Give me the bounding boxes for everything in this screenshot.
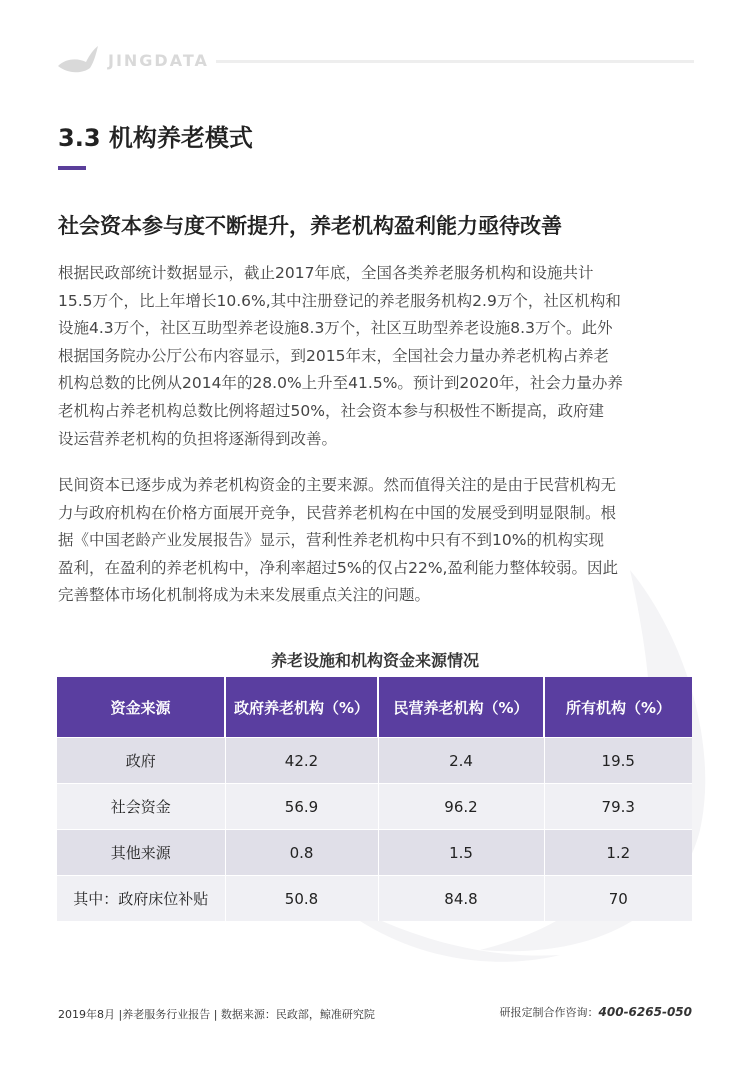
table-row bbox=[57, 738, 692, 784]
table-cell: 其他来源 bbox=[57, 830, 225, 876]
paragraph-line: 盈利，在盈利的养老机构中，净利率超过5%的仅占22%,盈利能力整体较弱。因此 bbox=[58, 558, 618, 577]
section-title: 3.3 机构养老模式 bbox=[58, 124, 253, 152]
table-cell: 70 bbox=[544, 876, 692, 922]
table-title: 养老设施和机构资金来源情况 bbox=[270, 651, 479, 670]
paragraph-line: 15.5万个，比上年增长10.6%,其中注册登记的养老服务机构2.9万个，社区机构和 bbox=[58, 291, 621, 310]
table-cell: 56.9 bbox=[225, 784, 378, 830]
column-header: 政府养老机构（%） bbox=[225, 677, 378, 738]
paragraph-line: 力与政府机构在价格方面展开竞争，民营养老机构在中国的发展受到明显限制。根 bbox=[58, 503, 617, 522]
table-cell: 19.5 bbox=[544, 738, 692, 784]
paragraph-line: 完善整体市场化机制将成为未来发展重点关注的问题。 bbox=[58, 586, 431, 605]
table-cell: 社会资金 bbox=[57, 784, 225, 830]
table-cell: 0.8 bbox=[225, 830, 378, 876]
paragraph-1 bbox=[58, 260, 692, 453]
table-cell: 1.5 bbox=[378, 830, 544, 876]
table-row bbox=[57, 876, 692, 922]
paragraph-line: 民间资本已逐步成为养老机构资金的主要来源。然而值得关注的是由于民营机构无 bbox=[58, 476, 617, 494]
whale-logo-icon bbox=[56, 44, 100, 74]
contact-label: 研报定制合作咨询： bbox=[499, 1006, 599, 1019]
footer-contact bbox=[500, 1004, 692, 1020]
paragraph-line: 据《中国老龄产业发展报告》显示，营利性养老机构中只有不到10%的机构实现 bbox=[58, 531, 604, 550]
table-row bbox=[57, 830, 692, 876]
table-cell: 96.2 bbox=[378, 784, 544, 830]
table-cell: 其中：政府床位补贴 bbox=[57, 876, 225, 922]
table-cell: 79.3 bbox=[544, 784, 692, 830]
paragraph-line: 根据国务院办公厅公布内容显示，到2015年末，全国社会力量办养老机构占养老 bbox=[58, 346, 609, 365]
title-accent-bar bbox=[58, 166, 86, 170]
table-header-row bbox=[57, 677, 692, 738]
paragraph-line: 设施4.3万个，社区互助型养老设施8.3万个，社区互助型养老设施8.3万个。此外 bbox=[58, 319, 613, 338]
column-header: 资金来源 bbox=[57, 677, 225, 738]
table-cell: 42.2 bbox=[225, 738, 378, 784]
table-cell: 2.4 bbox=[378, 738, 544, 784]
table-row bbox=[57, 784, 692, 830]
paragraph-line: 机构总数的比例从2014年的28.0%上升至41.5%。预计到2020年，社会力量办养 bbox=[58, 374, 623, 393]
paragraph-line: 老机构占养老机构总数比例将超过50%，社会资本参与积极性不断提高，政府建 bbox=[58, 401, 604, 420]
brand-name: JINGDATA bbox=[108, 51, 209, 70]
page-header bbox=[56, 44, 696, 78]
paragraph-2 bbox=[58, 472, 692, 610]
paragraph-line: 根据民政部统计数据显示，截止2017年底，全国各类养老服务机构和设施共计 bbox=[58, 264, 594, 282]
funding-source-table bbox=[57, 677, 692, 921]
table-cell: 1.2 bbox=[544, 830, 692, 876]
paragraph-line: 设运营养老机构的负担将逐渐得到改善。 bbox=[58, 429, 338, 448]
contact-phone: 400-6265-050 bbox=[598, 1005, 692, 1019]
column-header: 所有机构（%） bbox=[544, 677, 692, 738]
column-header: 民营养老机构（%） bbox=[378, 677, 544, 738]
table-cell: 84.8 bbox=[378, 876, 544, 922]
table-cell: 政府 bbox=[57, 738, 225, 784]
table-cell: 50.8 bbox=[225, 876, 378, 922]
subheading: 社会资本参与度不断提升，养老机构盈利能力亟待改善 bbox=[58, 214, 562, 238]
header-divider bbox=[216, 60, 694, 63]
footer-source: 2019年8月 |养老服务行业报告 | 数据来源：民政部，鲸准研究院 bbox=[58, 1008, 375, 1021]
